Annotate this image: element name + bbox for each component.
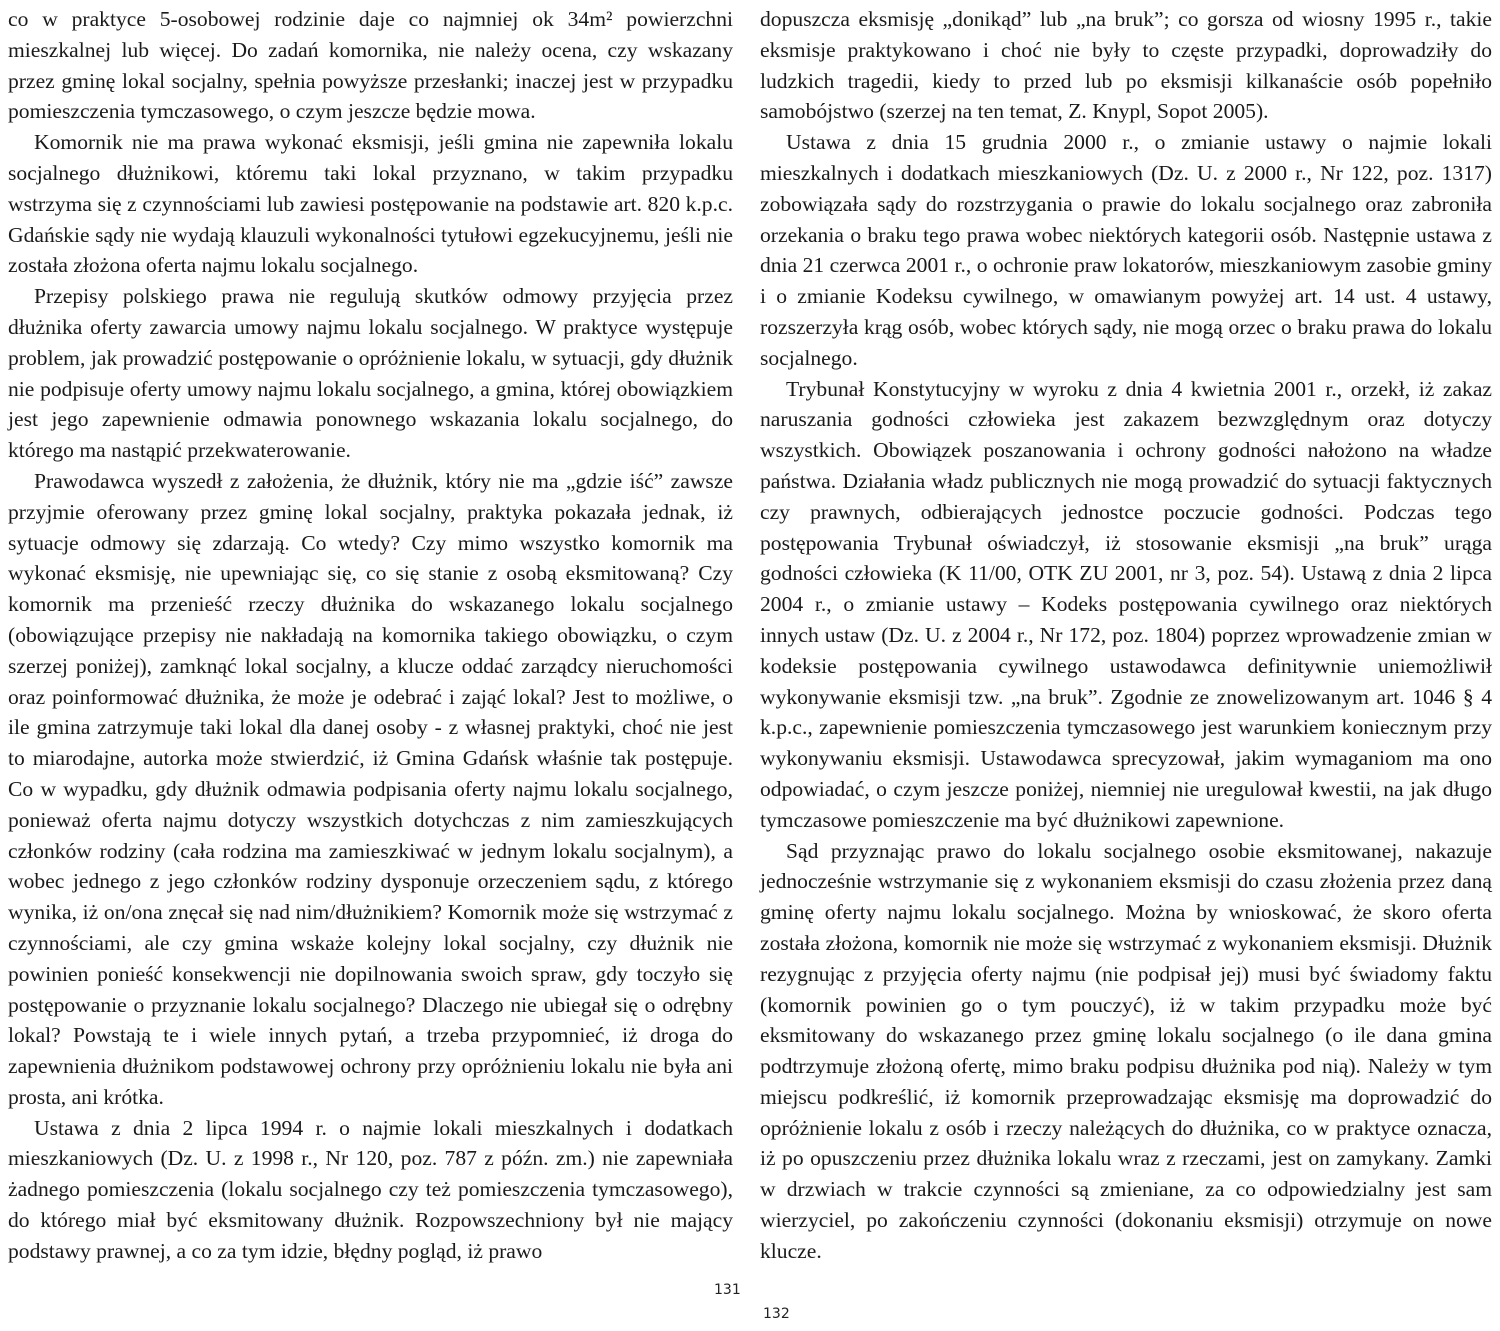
paragraph: Ustawa z dnia 15 grudnia 2000 r., o zmianie ustawy o najmie lokali mieszkalnych i dodatkach mieszkaniowych (Dz. U. z 2000 r., Nr 122, poz. 1317) zobowiązała sądy do rozstrzygania o prawie do lokalu socjalnego oraz zabroniła orzekania o braku tego prawa wobec niektórych kategorii osób. Następnie ustawa z dnia 21 czerwca 2001 r., o ochronie praw lokatorów, mieszkaniowym zasobie gminy i o zmianie Kodeksu cywilnego, w omawianym powyżej art. 14 ust. 4 ustawy, rozszerzyła krąg osób, wobec których sądy, nie mogą orzec o braku prawa do lokalu socjalnego. bbox=[760, 130, 1492, 370]
paragraph: Sąd przyznając prawo do lokalu socjalnego osobie eksmitowanej, nakazuje jednocześnie wstrzymanie się z wykonaniem eksmisji do czasu złożenia przez daną gminę oferty najmu lokalu socjalnego. Można by wnioskować, że skoro oferta została złożona, komornik nie może się wstrzymać z wykonaniem eksmisji. Dłużnik rezygnując z przyjęcia oferty najmu (nie podpisał jej) musi być świadomy faktu (komornik powinien go o tym pouczyć), iż w takim przypadku może być eksmitowany do wskazanego przez gminę lokalu socjalnego (o ile dana gmina podtrzymuje złożoną ofertę, mimo braku podpisu dłużnika pod nią). Należy w tym miejscu podkreślić, iż komornik przeprowadzając eksmisję ma doprowadzić do opróżnienie lokalu z osób i rzeczy należących do dłużnika, co w praktyce oznacza, iż po opuszczeniu przez dłużnika lokalu wraz z rzeczami, jest on zamykany. Zamki w drzwiach w trakcie czynności są zmieniane, za co odpowiedzialny jest sam wierzyciel, po zakończeniu czynności (dokonaniu eksmisji) otrzymuje on nowe klucze. bbox=[760, 838, 1492, 1263]
paragraph: Ustawa z dnia 2 lipca 1994 r. o najmie lokali mieszkalnych i dodatkach mieszkaniowych (Dz. U. z 1998 r., Nr 120, poz. 787 z późn. zm.) nie zapewniała żadnego pomieszczenia (lokalu socjalnego czy też pomieszczenia tymczasowego), do którego miał być eksmitowany dłużnik. Rozpowszechniony był nie mający podstawy prawnej, a co za tym idzie, błędny pogląd, iż prawo bbox=[8, 1115, 733, 1263]
page-number-left: 131 bbox=[714, 1282, 741, 1298]
paragraph: Komornik nie ma prawa wykonać eksmisji, jeśli gmina nie zapewniła lokalu socjalnego dłużnikowi, któremu taki lokal przyznano, w takim przypadku wstrzyma się z czynnościami lub zawiesi postępowanie na podstawie art. 820 k.p.c. Gdańskie sądy nie wydają klauzuli wykonalności tytułowi egzekucyjnemu, jeśli nie została złożona oferta najmu lokalu socjalnego. bbox=[8, 130, 733, 278]
paragraph: Trybunał Konstytucyjny w wyroku z dnia 4 kwietnia 2001 r., orzekł, iż zakaz naruszania godności człowieka jest zakazem bezwzględnym oraz dotyczy wszystkich. Obowiązek poszanowania i ochrony godności nałożono na władze państwa. Działania władz publicznych nie mogą prowadzić do sytuacji faktycznych czy prawnych, odbierających jednostce poczucie godności. Podczas tego postępowania Trybunał oświadczył, iż stosowanie eksmisji „na bruk” urąga godności człowieka (K 11/00, OTK ZU 2001, nr 3, poz. 54). Ustawą z dnia 2 lipca 2004 r., o zmianie ustawy – Kodeks postępowania cywilnego oraz niektórych innych ustaw (Dz. U. z 2004 r., Nr 172, poz. 1804) poprzez wprowadzenie zmian w kodeksie postępowania cywilnego ustawodawca definitywnie uniemożliwił wykonywanie eksmisji tzw. „na bruk”. Zgodnie ze znowelizowanym art. 1046 § 4 k.p.c., zapewnienie pomieszczenia tymczasowego jest warunkiem koniecznym przy wykonywaniu eksmisji. Ustawodawca sprecyzował, jakim wymaganiom ma ono odpowiadać, o czym jeszcze poniżej, niemniej nie uregulował kwestii, na jak długo tymczasowe pomieszczenie ma być dłużnikowi zapewnione. bbox=[760, 376, 1492, 832]
paragraph: Przepisy polskiego prawa nie regulują skutków odmowy przyjęcia przez dłużnika oferty zawarcia umowy najmu lokalu socjalnego. W praktyce występuje problem, jak prowadzić postępowanie o opróżnienie lokalu, w sytuacji, gdy dłużnik nie podpisuje oferty umowy najmu lokalu socjalnego, a gmina, której obowiązkiem jest jego zapewnienie odmawia ponownego wskazania lokalu socjalnego, do którego ma nastąpić przekwaterowanie. bbox=[8, 284, 733, 463]
paragraph: co w praktyce 5-osobowej rodzinie daje co najmniej ok 34m² powierzchni mieszkalnej lub więcej. Do zadań komornika, nie należy ocena, czy wskazany przez gminę lokal socjalny, spełnia powyższe przesłanki; inaczej jest w przypadku pomieszczenia tymczasowego, o czym jeszcze będzie mowa. bbox=[8, 7, 733, 124]
paragraph: dopuszcza eksmisję „donikąd” lub „na bruk”; co gorsza od wiosny 1995 r., takie eksmisje praktykowano i choć nie były to częste przypadki, doprowadziły do ludzkich tragedii, kiedy to przed lub po eksmisji kilkanaście osób popełniło samobójstwo (szerzej na ten temat, Z. Knypl, Sopot 2005). bbox=[760, 7, 1492, 124]
left-text-column bbox=[8, 4, 733, 1267]
page-number-right: 132 bbox=[763, 1306, 790, 1322]
right-text-column bbox=[760, 4, 1492, 1267]
paragraph: Prawodawca wyszedł z założenia, że dłużnik, który nie ma „gdzie iść” zawsze przyjmie oferowany przez gminę lokal socjalny, praktyka pokazała jednak, iż sytuacje odmowy się zdarzają. Co wtedy? Czy mimo wszystko komornik ma wykonać eksmisję, nie upewniając się, co się stanie z osobą eksmitowaną? Czy komornik ma przenieść rzeczy dłużnika do wskazanego lokalu socjalnego (obowiązujące przepisy nie nakładają na komornika takiego obowiązku, o czym szerzej poniżej), zamknąć lokal socjalny, a klucze oddać zarządcy nieruchomości oraz poinformować dłużnika, że może je odebrać i zająć lokal? Jest to możliwe, o ile gmina zatrzymuje taki lokal dla danej osoby - z własnej praktyki, choć nie jest to miarodajne, autorka może stwierdzić, iż Gmina Gdańsk właśnie tak postępuje. Co w wypadku, gdy dłużnik odmawia podpisania oferty najmu lokalu socjalnego, ponieważ oferta najmu dotyczy wszystkich dotychczas z nim zamieszkujących członków rodziny (cała rodzina ma zamieszkiwać w jednym lokalu socjalnym), a wobec jednego z jego członków rodziny dysponuje orzeczeniem sądu, z którego wynika, iż on/ona znęcał się nad nim/dłużnikiem? Komornik może się wstrzymać z czynnościami, ale czy gmina wskaże kolejny lokal socjalny, czy dłużnik nie powinien ponieść konsekwencji nie dopilnowania swoich spraw, gdy toczyło się postępowanie o przyznanie lokalu socjalnego? Dlaczego nie ubiegał się o odrębny lokal? Powstają te i wiele innych pytań, a trzeba przypomnieć, iż droga do zapewnienia dłużnikom podstawowej ochrony przy opróżnieniu lokalu nie była ani prosta, ani krótka. bbox=[8, 468, 733, 1109]
